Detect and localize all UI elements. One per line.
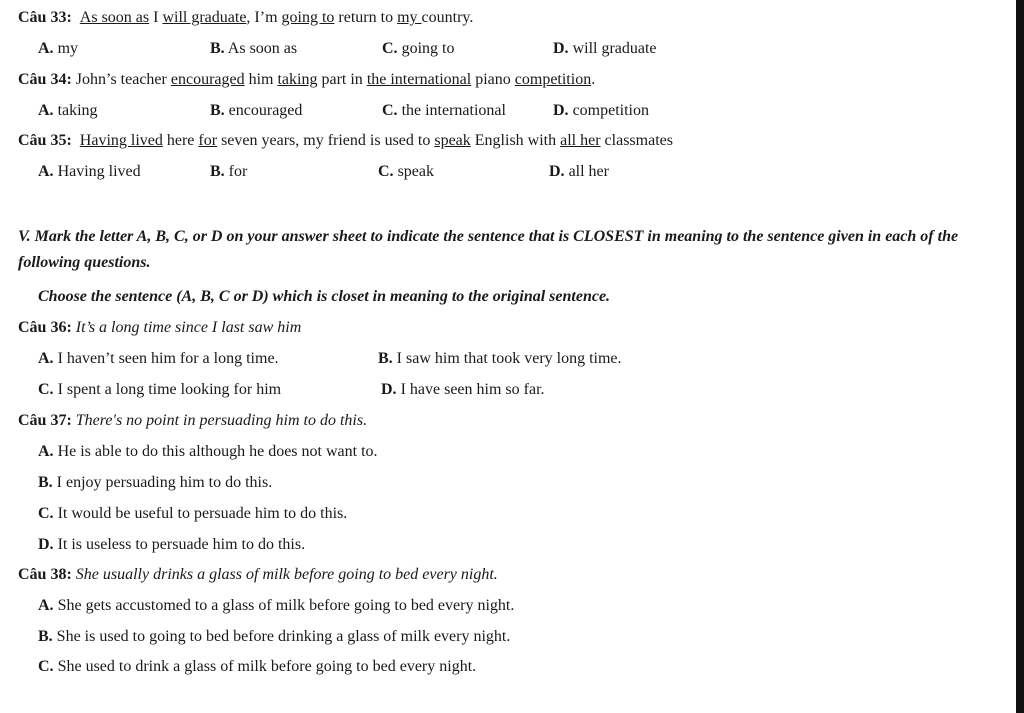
option-b: B. As soon as	[210, 40, 298, 57]
question-37-stem	[18, 411, 367, 431]
underlined-segment: for	[198, 132, 218, 149]
option-b: B. for	[210, 163, 248, 180]
option-c: C. speak	[378, 163, 434, 180]
option-c: C. going to	[382, 40, 455, 57]
option-c: C. the international	[382, 102, 506, 119]
question-34-stem: Câu 34: John’s teacher encouraged him taking part in the international piano competition.	[18, 71, 596, 88]
option-b: B. I saw him that took very long time.	[378, 350, 622, 367]
question-37-label: Câu 37:	[18, 412, 72, 429]
option-d: D. competition	[553, 102, 649, 119]
option-a: A. She gets accustomed to a glass of milk before going to bed every night.	[38, 597, 515, 614]
question-38-label: Câu 38:	[18, 566, 72, 583]
underlined-segment: will graduate	[162, 9, 247, 26]
option-a: A. I haven’t seen him for a long time.	[38, 350, 279, 367]
page-edge-divider	[1016, 0, 1024, 713]
option-d: D. all her	[549, 163, 609, 180]
underlined-segment: As soon as	[79, 9, 150, 26]
question-38-stem	[18, 565, 498, 585]
option-a: A. Having lived	[38, 163, 141, 180]
question-35-label: Câu 35:	[18, 132, 72, 149]
underlined-segment: Having lived	[79, 132, 163, 149]
question-33-label: Câu 33:	[18, 9, 72, 26]
question-36-sentence: It’s a long time since I last saw him	[75, 319, 302, 336]
question-35-stem: Câu 35: Having lived here for seven years, my friend is used to speak English with all her classmates	[18, 132, 673, 149]
underlined-segment: taking	[277, 71, 318, 88]
option-c: C. It would be useful to persuade him to do this.	[38, 505, 348, 522]
option-a: A. my	[38, 40, 79, 57]
underlined-segment: the international	[366, 71, 472, 88]
option-a: A. He is able to do this although he does not want to.	[38, 443, 378, 460]
option-b: B. encouraged	[210, 102, 303, 119]
section-heading: V. Mark the letter A, B, C, or D on your answer sheet to indicate the sentence that is CLOSEST in meaning to the sentence given in each of the following questions.	[18, 228, 959, 271]
option-c: C. She used to drink a glass of milk before going to bed every night.	[38, 658, 477, 675]
question-37-sentence: There's no point in persuading him to do this.	[75, 412, 368, 429]
question-33-stem: Câu 33: As soon as I will graduate, I’m going to return to my country.	[18, 9, 474, 26]
option-c: C. I spent a long time looking for him	[38, 381, 282, 398]
underlined-segment: speak	[434, 132, 471, 149]
question-38-sentence: She usually drinks a glass of milk before going to bed every night.	[75, 566, 498, 583]
option-d: D. It is useless to persuade him to do this.	[38, 536, 306, 553]
option-b: B. I enjoy persuading him to do this.	[38, 474, 273, 491]
underlined-segment: competition	[514, 71, 592, 88]
option-d: D. will graduate	[553, 40, 657, 57]
underlined-segment: all her	[560, 132, 601, 149]
option-a: A. taking	[38, 102, 98, 119]
underlined-segment: going to	[281, 9, 335, 26]
question-34-label: Câu 34:	[18, 71, 72, 88]
section-instruction: Choose the sentence (A, B, C or D) which is closet in meaning to the original sentence.	[38, 288, 611, 305]
underlined-segment: my	[397, 9, 422, 26]
question-36-label: Câu 36:	[18, 319, 72, 336]
option-b: B. She is used to going to bed before drinking a glass of milk every night.	[38, 628, 511, 645]
option-d: D. I have seen him so far.	[381, 381, 545, 398]
question-36-stem	[18, 318, 301, 338]
underlined-segment: encouraged	[170, 71, 245, 88]
